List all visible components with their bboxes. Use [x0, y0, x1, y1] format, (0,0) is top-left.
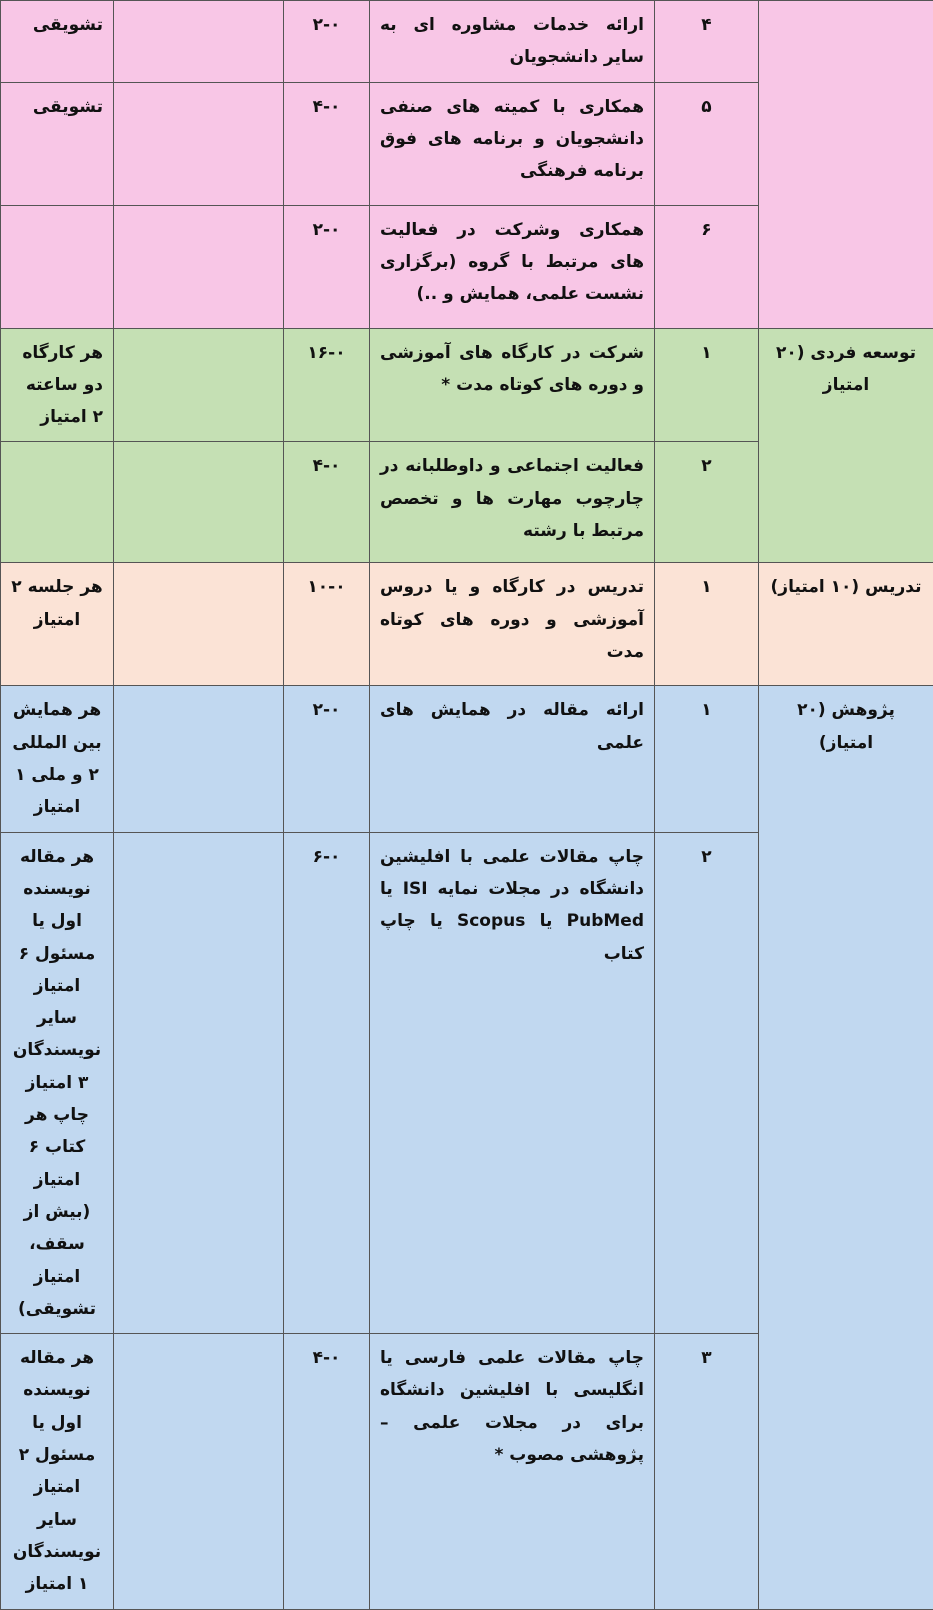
category-personal-development: توسعه فردی (۲۰ امتیاز: [759, 328, 933, 563]
row-number: ۶: [655, 205, 759, 328]
row-score-range: ۲-۰: [284, 1, 370, 83]
row-note: هر همایش بین المللی ۲ و ملی ۱ امتیاز: [1, 686, 114, 832]
row-description: چاپ مقالات علمی فارسی یا انگلیسی با افلیشین دانشگاه برای در مجلات علمی – پژوهشی مصوب *: [370, 1334, 655, 1609]
row-number: ۳: [655, 1334, 759, 1609]
table-row: [1, 686, 933, 832]
row-number: ۱: [655, 563, 759, 686]
table-row: [1, 1, 933, 83]
row-note: [1, 442, 114, 563]
row-number: ۲: [655, 442, 759, 563]
row-note: تشویقی: [1, 1, 114, 83]
table-row: [1, 328, 933, 442]
empty-cell: [114, 442, 284, 563]
row-score-range: ۴-۰: [284, 442, 370, 563]
row-score-range: ۴-۰: [284, 82, 370, 205]
row-number: ۱: [655, 686, 759, 832]
row-score-range: ۲-۰: [284, 205, 370, 328]
row-description: ارائه مقاله در همایش های علمی: [370, 686, 655, 832]
empty-cell: [114, 328, 284, 442]
row-note: هر مقاله نویسنده اول یا مسئول ۶ امتیاز سایر نویسندگان ۳ امتیاز چاپ هر کتاب ۶ امتیاز (بیش از سقف، امتیاز تشویقی): [1, 832, 114, 1333]
row-description: همکاری با کمیته های صنفی دانشجویان و برنامه های فوق برنامه فرهنگی: [370, 82, 655, 205]
empty-cell: [114, 1, 284, 83]
row-score-range: ۴-۰: [284, 1334, 370, 1609]
category-research: پژوهش (۲۰ امتیاز): [759, 686, 933, 1609]
row-number: ۵: [655, 82, 759, 205]
row-score-range: ۲-۰: [284, 686, 370, 832]
row-note: هر جلسه ۲ امتیاز: [1, 563, 114, 686]
category-cell-empty: [759, 1, 933, 329]
row-score-range: ۱۶-۰: [284, 328, 370, 442]
row-score-range: ۶-۰: [284, 832, 370, 1333]
row-description: تدریس در کارگاه و یا دروس آموزشی و دوره های کوتاه مدت: [370, 563, 655, 686]
row-description: همکاری وشرکت در فعالیت های مرتبط با گروه (برگزاری نشست علمی، همایش و ..): [370, 205, 655, 328]
row-score-range: ۱۰-۰: [284, 563, 370, 686]
row-number: ۴: [655, 1, 759, 83]
row-description: ارائه خدمات مشاوره ای به سایر دانشجویان: [370, 1, 655, 83]
row-note: تشویقی: [1, 82, 114, 205]
row-description: شرکت در کارگاه های آموزشی و دوره های کوتاه مدت *: [370, 328, 655, 442]
empty-cell: [114, 686, 284, 832]
row-note: هر کارگاه دو ساعته ۲ امتیاز: [1, 328, 114, 442]
empty-cell: [114, 205, 284, 328]
table-row: [1, 563, 933, 686]
row-description: فعالیت اجتماعی و داوطلبانه در چارچوب مهارت ها و تخصص مرتبط با رشته: [370, 442, 655, 563]
empty-cell: [114, 563, 284, 686]
row-description: چاپ مقالات علمی با افلیشین دانشگاه در مجلات نمایه ISI یا PubMed یا Scopus یا چاپ کتاب: [370, 832, 655, 1333]
empty-cell: [114, 832, 284, 1333]
row-note: هر مقاله نویسنده اول یا مسئول ۲ امتیاز سایر نویسندگان ۱ امتیاز: [1, 1334, 114, 1609]
category-teaching: تدریس (۱۰ امتیاز): [759, 563, 933, 686]
row-number: ۲: [655, 832, 759, 1333]
empty-cell: [114, 1334, 284, 1609]
row-number: ۱: [655, 328, 759, 442]
empty-cell: [114, 82, 284, 205]
row-note: [1, 205, 114, 328]
